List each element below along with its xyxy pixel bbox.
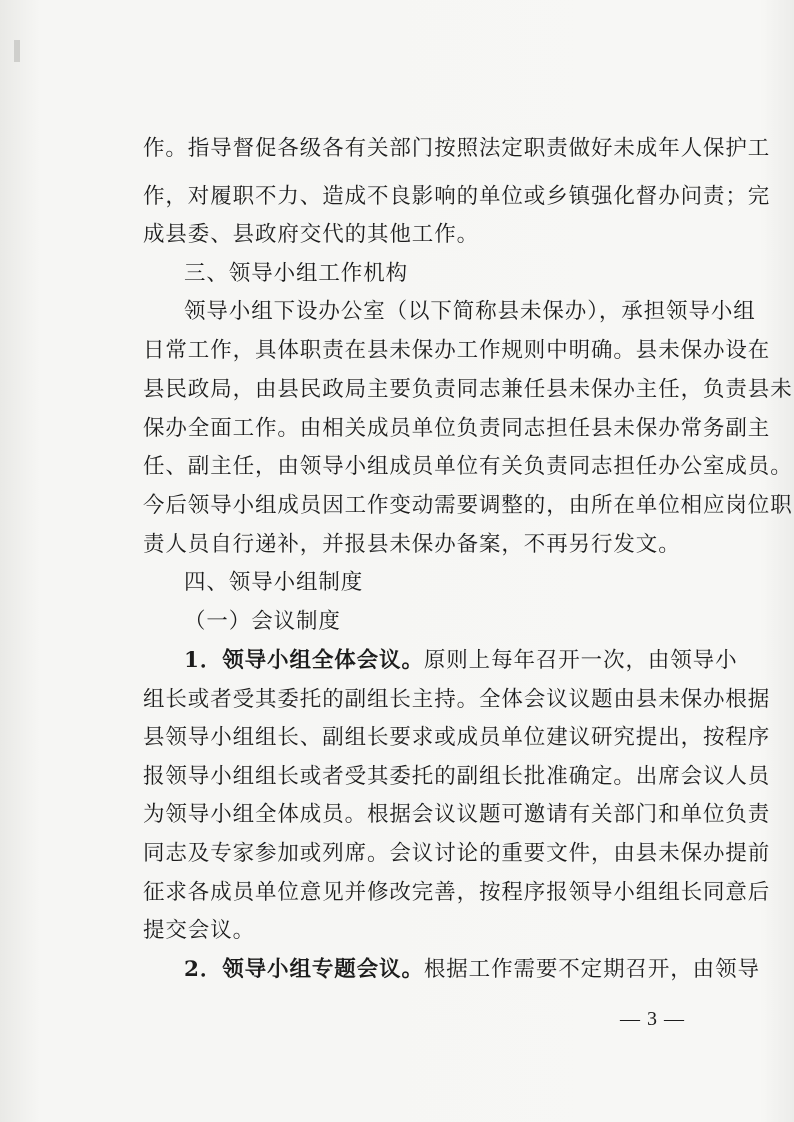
item-title: 1．领导小组全体会议。 bbox=[184, 648, 424, 673]
section-heading-text: 三、领导小组工作机构 bbox=[184, 261, 409, 286]
line-text: 作。指导督促各级各有关部门按照法定职责做好未成年人保护工 bbox=[143, 136, 771, 161]
subsection-heading bbox=[184, 607, 341, 637]
section-heading bbox=[184, 259, 408, 289]
paragraph-line bbox=[143, 530, 681, 560]
paragraph-line bbox=[143, 800, 770, 830]
line-text: 提交会议。 bbox=[143, 918, 256, 943]
paragraph-line bbox=[184, 955, 760, 985]
line-text: 保办全面工作。由相关成员单位负责同志担任县未保办常务副主 bbox=[143, 416, 771, 441]
paragraph-line bbox=[143, 220, 479, 250]
paragraph-line bbox=[143, 414, 770, 444]
paragraph-line bbox=[143, 916, 255, 946]
paragraph-line bbox=[184, 297, 756, 327]
scan-edge-mark bbox=[14, 40, 20, 62]
line-text: 县领导小组组长、副组长要求或成员单位建议研究提出，按程序 bbox=[143, 725, 771, 750]
line-text: 根据工作需要不定期召开，由领导 bbox=[423, 957, 760, 982]
section-heading-text: 四、领导小组制度 bbox=[184, 570, 364, 595]
paragraph-line bbox=[143, 336, 770, 366]
paragraph-line bbox=[143, 762, 770, 792]
line-text: 组长或者受其委托的副组长主持。全体会议议题由县未保办根据 bbox=[143, 687, 771, 712]
line-text: 任、副主任，由领导小组成员单位有关负责同志担任办公室成员。 bbox=[143, 454, 793, 479]
item-title: 2．领导小组专题会议。 bbox=[184, 957, 424, 982]
line-text: 县民政局，由县民政局主要负责同志兼任县未保办主任，负责县未 bbox=[143, 377, 793, 402]
line-text: 责人员自行递补，并报县未保办备案，不再另行发文。 bbox=[143, 532, 681, 557]
paragraph-line bbox=[143, 723, 770, 753]
paragraph-line bbox=[143, 685, 770, 715]
line-text: 领导小组下设办公室（以下简称县未保办），承担领导小组 bbox=[184, 299, 756, 324]
line-text: 报领导小组组长或者受其委托的副组长批准确定。出席会议人员 bbox=[143, 764, 771, 789]
page-number: — 3 — bbox=[620, 1008, 685, 1030]
line-text: 今后领导小组成员因工作变动需要调整的，由所在单位相应岗位职 bbox=[143, 493, 793, 518]
paragraph-line bbox=[143, 182, 770, 212]
subsection-heading-text: （一）会议制度 bbox=[184, 609, 341, 634]
paragraph-line bbox=[143, 839, 770, 869]
paragraph-line bbox=[143, 491, 793, 521]
line-text: 日常工作，具体职责在县未保办工作规则中明确。县未保办设在 bbox=[143, 338, 771, 363]
line-text: 为领导小组全体成员。根据会议议题可邀请有关部门和单位负责 bbox=[143, 802, 771, 827]
paragraph-line bbox=[143, 452, 793, 482]
paragraph-line bbox=[184, 646, 737, 676]
paragraph-line bbox=[143, 375, 793, 405]
line-text: 原则上每年召开一次，由领导小 bbox=[423, 648, 738, 673]
line-text: 同志及专家参加或列席。会议讨论的重要文件，由县未保办提前 bbox=[143, 841, 771, 866]
paragraph-line bbox=[143, 134, 770, 164]
line-text: 征求各成员单位意见并修改完善，按程序报领导小组组长同意后 bbox=[143, 880, 771, 905]
paragraph-line bbox=[143, 878, 770, 908]
section-heading bbox=[184, 568, 363, 598]
line-text: 作，对履职不力、造成不良影响的单位或乡镇强化督办问责；完 bbox=[143, 184, 771, 209]
line-text: 成县委、县政府交代的其他工作。 bbox=[143, 222, 480, 247]
